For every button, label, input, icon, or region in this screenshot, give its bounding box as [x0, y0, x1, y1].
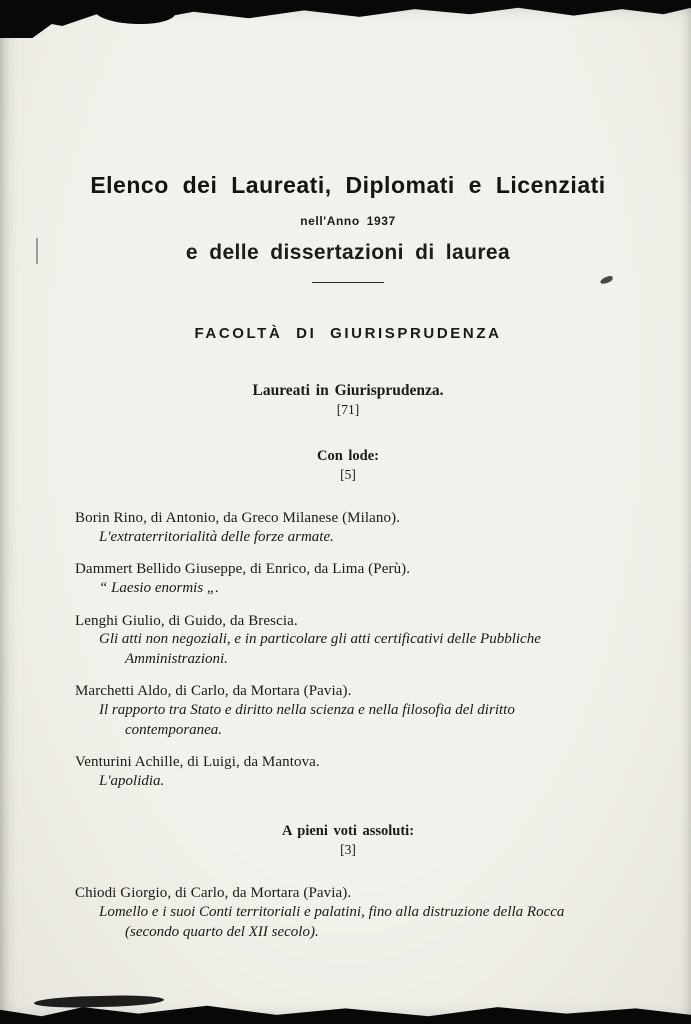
graduate-name: Dammert Bellido Giuseppe, di Enrico, da Lima (Perù).: [75, 561, 411, 578]
document-title-line2: e delle dissertazioni di laurea: [185, 241, 511, 264]
graduate-name: Marchetti Aldo, di Carlo, da Mortara (Pavia).: [75, 683, 352, 700]
group-con-lode: [75, 448, 621, 791]
thesis-title: Gli atti non negoziali, e in particolare gli atti certificativi delle Pubbliche Amministrazioni.: [99, 631, 541, 667]
graduate-entry: [75, 682, 621, 740]
group-count: [5]: [340, 467, 356, 482]
thesis-title: Il rapporto tra Stato e diritto nella scienza e nella filosofia del diritto contemporanea.: [99, 702, 515, 738]
graduate-entry: [75, 560, 621, 598]
section-count: [71]: [336, 402, 360, 417]
graduate-name: Borin Rino, di Antonio, da Greco Milanese (Milano).: [75, 510, 401, 526]
faculty-heading: FACOLTÀ DI GIURISPRUDENZA: [194, 325, 502, 342]
thesis-title: Lomello e i suoi Conti territoriali e palatini, fino alla distruzione della Rocca (secondo quarto del XII secolo).: [99, 904, 565, 940]
graduate-entry: [75, 753, 621, 791]
entries-list: [75, 509, 621, 791]
title-block: [75, 172, 621, 283]
group-count: [3]: [340, 842, 356, 858]
graduate-entry: [75, 509, 621, 547]
graduate-name: Lenghi Giulio, di Guido, da Brescia.: [75, 612, 298, 629]
entries-list: [75, 884, 621, 942]
document-title: Elenco dei Laureati, Diplomati e Licenziati: [90, 172, 606, 198]
thesis-title: “ Laesio enormis „.: [99, 580, 220, 596]
title-divider-rule: [312, 282, 384, 283]
scan-artifact-bottom-blob: [34, 994, 164, 1008]
graduate-name: Venturini Achille, di Luigi, da Mantova.: [75, 754, 320, 770]
group-label: Con lode:: [316, 448, 380, 464]
thesis-title: L'apolidia.: [99, 772, 165, 789]
graduate-entry: [75, 884, 621, 942]
group-pieni-voti-assoluti: [75, 823, 621, 942]
graduate-name: Chiodi Giorgio, di Carlo, da Mortara (Pavia).: [75, 885, 352, 902]
graduate-entry: [75, 612, 621, 670]
group-label: A pieni voti assoluti:: [281, 823, 415, 840]
thesis-title: L'extraterritorialità delle forze armate.: [99, 528, 334, 545]
document-subtitle-year: nell'Anno 1937: [300, 214, 396, 228]
section-title: Laureati in Giurisprudenza.: [252, 382, 444, 399]
